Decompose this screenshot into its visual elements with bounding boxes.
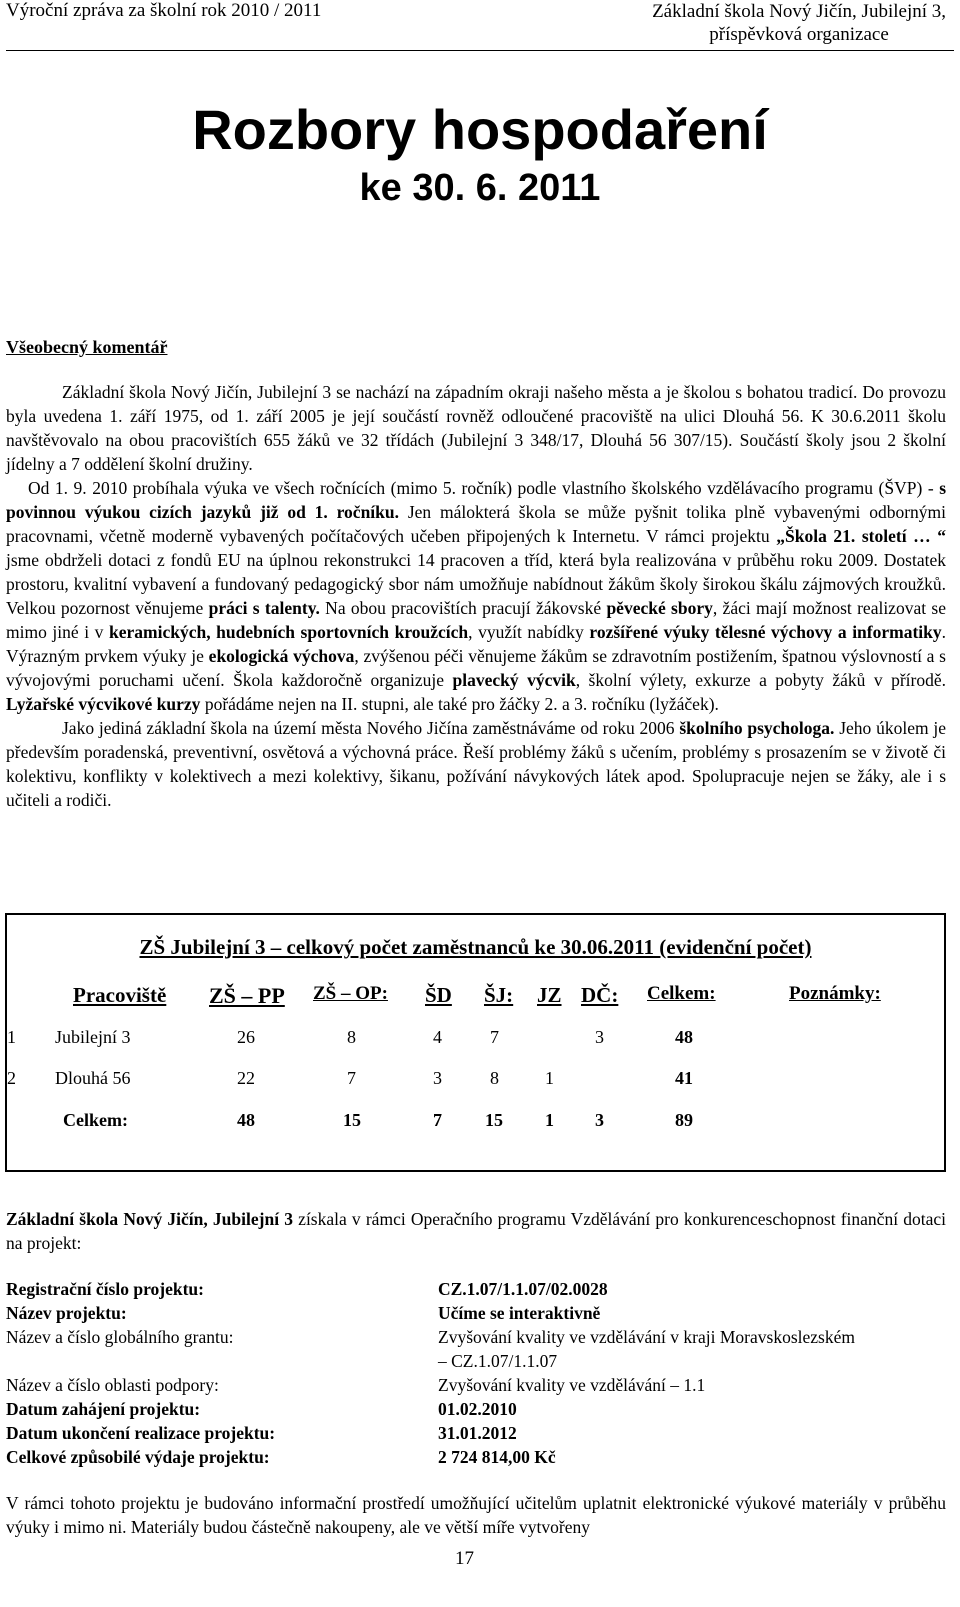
project-value: 2 724 814,00 Kč <box>438 1447 556 1467</box>
p2-text-i: , žáci mají možnost realizovat se mimo jiné i v <box>6 598 946 642</box>
section-heading: Všeobecný komentář <box>6 337 168 357</box>
row-op: 8 <box>347 1027 356 1047</box>
row-pp: 22 <box>237 1068 255 1088</box>
p3-bold-b: školního psychologa. <box>679 718 835 738</box>
row-total: 48 <box>675 1027 693 1047</box>
project-intro-school: Základní škola Nový Jičín, Jubilejní 3 <box>6 1209 293 1229</box>
p2-bold-h: pěvecké sbory <box>606 598 713 618</box>
p2-text-s: pořádáme nejen na II. stupni, ale také pro žáčky 2. a 3. ročníku (lyžáček). <box>200 694 719 714</box>
paragraph-3 <box>6 716 946 812</box>
project-label: Datum ukončení realizace projektu: <box>6 1423 276 1443</box>
row-op: 7 <box>347 1068 356 1088</box>
body-text <box>6 380 946 812</box>
row-sj: 8 <box>490 1068 499 1088</box>
col-header-dc: DČ: <box>581 983 619 1007</box>
p3-text-c: Jeho úkolem je především poradenská, preventivní, osvětová a výchovná práce. Řeší problémy žáků s učením, problémy s prosazením se v životě či kolektivu, konflikty v kolektivech a mezi kolektivy, šikanu, požívání návykových látek apod. Spolupracuje nejen se žáky, ale i s učiteli a rodiči. <box>6 718 947 810</box>
row-num: 2 <box>7 1068 16 1088</box>
p2-text-c: Jen málokterá škola se může pyšnit tolika plně vybavenými odbornými pracovnami, včetně moderně vybavených počítačových učeben připojených k Internetu. V rámci projektu <box>6 502 946 546</box>
header-left: Výroční zpráva za školní rok 2010 / 2011 <box>6 0 322 21</box>
project-value: Zvyšování kvality ve vzdělávání – 1.1 <box>438 1375 706 1395</box>
row-num: 1 <box>7 1027 16 1047</box>
row-sj: 7 <box>490 1027 499 1047</box>
totals-dc: 3 <box>595 1110 604 1130</box>
table-title: ZŠ Jubilejní 3 – celkový počet zaměstnanců ke 30.06.2011 (evidenční počet) <box>139 935 812 959</box>
col-header-celkem: Celkem: <box>647 983 716 1004</box>
col-header-zs-pp: ZŠ – PP <box>209 983 285 1008</box>
project-label: Celkové způsobilé výdaje projektu: <box>6 1447 270 1467</box>
project-value: 31.01.2012 <box>438 1423 517 1443</box>
project-intro-rest: získala v rámci Operačního programu Vzdělávání pro konkurenceschopnost finanční dotaci na projekt: <box>6 1209 946 1253</box>
totals-sd: 7 <box>433 1110 442 1130</box>
p2-text-a: Od 1. 9. 2010 probíhala výuka ve všech ročnících (mimo 5. ročník) podle vlastního školského vzdělávacího programu (ŠVP) - <box>28 478 940 498</box>
p2-bold-n: ekologická výchova <box>208 646 355 666</box>
col-header-pracoviste: Pracoviště <box>73 983 167 1007</box>
title-line1: Rozbory hospodaření <box>192 98 768 161</box>
totals-sj: 15 <box>485 1110 503 1130</box>
row-jz: 1 <box>545 1068 554 1088</box>
closing-paragraph: V rámci tohoto projektu je budováno informační prostředí umožňující učitelům uplatnit elektronické výukové materiály v průběhu výuky i mimo ni. Materiály budou částečně nakoupeny, ale ve větší míře vytvořeny <box>6 1493 946 1537</box>
p2-bold-l: rozšířené výuky tělesné výchovy a informatiky <box>589 622 942 642</box>
header-right-line1: Základní škola Nový Jičín, Jubilejní 3, <box>652 1 946 22</box>
project-value: Učíme se interaktivně <box>438 1303 601 1323</box>
row-sd: 4 <box>433 1027 442 1047</box>
project-label: Název a číslo oblasti podpory: <box>6 1375 219 1395</box>
project-intro <box>6 1207 946 1255</box>
row-dc: 3 <box>595 1027 604 1047</box>
row-total: 41 <box>675 1068 693 1088</box>
col-header-jz: JZ <box>537 983 562 1007</box>
totals-label: Celkem: <box>63 1110 128 1130</box>
row-name: Jubilejní 3 <box>55 1027 131 1047</box>
row-name: Dlouhá 56 <box>55 1068 131 1088</box>
header-right <box>652 0 946 46</box>
p3-text-a: Jako jediná základní škola na území města Nového Jičína zaměstnáváme od roku 2006 <box>62 718 680 738</box>
project-value: Zvyšování kvality ve vzdělávání v kraji Moravskoslezském <box>438 1327 855 1347</box>
totals-op: 15 <box>343 1110 361 1130</box>
p2-bold-d: „Škola 21. století … “ <box>776 526 946 546</box>
p2-bold-p: plavecký výcvik <box>452 670 576 690</box>
project-label: Datum zahájení projektu: <box>6 1399 201 1419</box>
p2-bold-b: s povinnou výukou cizích jazyků již od 1. ročníku. <box>6 478 946 522</box>
project-label: Název a číslo globálního grantu: <box>6 1327 234 1347</box>
header-divider <box>6 50 954 51</box>
project-value: CZ.1.07/1.1.07/02.0028 <box>438 1279 608 1299</box>
col-header-zs-op: ZŠ – OP: <box>313 983 388 1004</box>
staff-table <box>5 913 946 1172</box>
p2-text-e: jsme obdrželi dotaci z fondů EU na úplnou rekonstrukci 14 pracoven a tříd, která byla realizována v průběhu roku 2009. Dostatek prostoru, kvalitní vybavení a fundovaný pedagogický sbor nám umožňuje nabídnout žákům školy širokou škálu zájmových kroužků. Velkou pozornost věnujeme <box>6 550 946 618</box>
p2-text-m: . Výrazným prvkem výuky je <box>6 622 947 666</box>
p2-text-q: , školní výlety, exkurze a pobyty žáků v přírodě. <box>575 670 946 690</box>
totals-pp: 48 <box>237 1110 255 1130</box>
p2-bold-f: práci s talenty. <box>208 598 320 618</box>
col-header-poznamky: Poznámky: <box>789 983 881 1004</box>
project-label: Registrační číslo projektu: <box>6 1279 204 1299</box>
paragraph-2 <box>6 476 946 716</box>
page-number: 17 <box>455 1548 474 1569</box>
project-value2: – CZ.1.07/1.1.07 <box>438 1351 558 1371</box>
col-header-sd: ŠD <box>425 983 452 1007</box>
project-value-cont <box>438 1349 557 1373</box>
paragraph-1: Základní škola Nový Jičín, Jubilejní 3 se nachází na západním okraji našeho města a je školou s bohatou tradicí. Do provozu byla uvedena 1. září 1975, od 1. září 2005 je její součástí rovněž odloučené pracoviště na ulici Dlouhá 56. K 30.6.2011 školu navštěvovalo na obou pracovištích 655 žáků ve 32 třídách (Jubilejní 3 348/17, Dlouhá 56 307/15). Součástí školy jsou 2 školní jídelny a 7 oddělení školní družiny. <box>6 382 946 474</box>
p2-bold-r: Lyžařské výcvikové kurzy <box>6 694 201 714</box>
p2-text-k: , využít nabídky <box>468 622 590 642</box>
p2-text-g: Na obou pracovištích pracují žákovské <box>319 598 607 618</box>
project-label: Název projektu: <box>6 1303 127 1323</box>
totals-total: 89 <box>675 1110 693 1130</box>
p2-text-o: , zvýšenou péči věnujeme žákům se zdravotním postižením, špatnou výslovností a s vývojovými poruchami učení. Škola každoročně organizuje <box>6 646 946 690</box>
page-title <box>0 100 960 216</box>
p2-bold-j: keramických, hudebních sportovních kroužcích <box>109 622 469 642</box>
totals-jz: 1 <box>545 1110 554 1130</box>
title-line2: ke 30. 6. 2011 <box>359 167 601 209</box>
project-value: 01.02.2010 <box>438 1399 517 1419</box>
row-pp: 26 <box>237 1027 255 1047</box>
row-sd: 3 <box>433 1068 442 1088</box>
header-right-line2: příspěvková organizace <box>709 24 889 45</box>
col-header-sj: ŠJ: <box>484 983 514 1007</box>
